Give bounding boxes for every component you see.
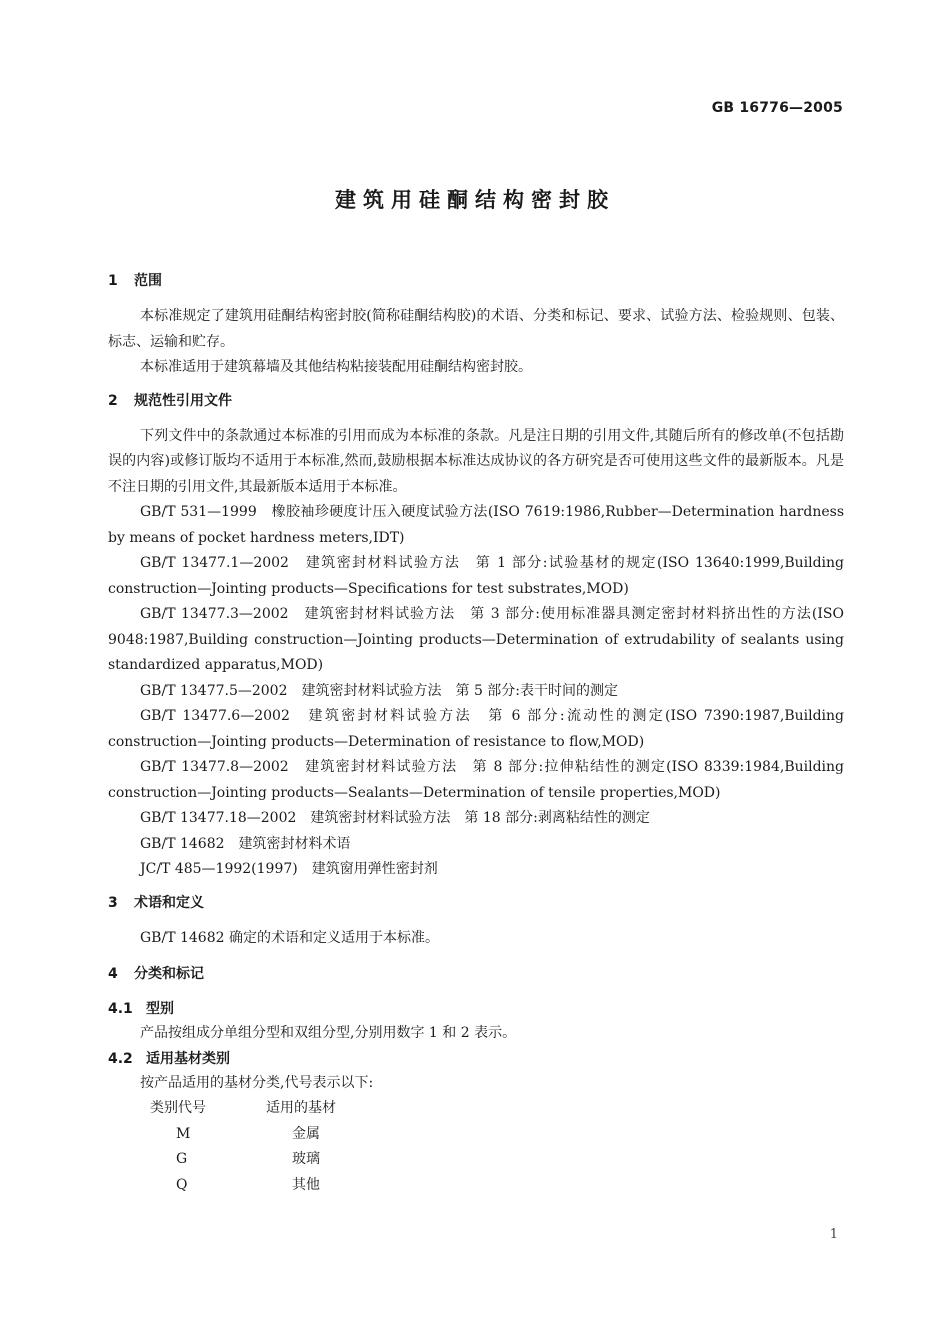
- standard-code: GB 16776—2005: [711, 100, 843, 116]
- reference-item: GB/T 531—1999 橡胶袖珍硬度计压入硬度试验方法(ISO 7619:1986,Rubber—Determination hardness by means of pocket hardness meters,IDT): [108, 504, 844, 546]
- section-2-intro: 下列文件中的条款通过本标准的引用而成为本标准的条款。凡是注日期的引用文件,其随后所有的修改单(不包括勘误的内容)或修订版均不适用于本标准,然而,鼓励根据本标准达成协议的各方研究是否可使用这些文件的最新版本。凡是不注日期的引用文件,其最新版本适用于本标准。: [108, 427, 844, 495]
- subsection-title: 适用基材类别: [146, 1050, 230, 1067]
- table-row: [150, 1147, 844, 1173]
- section-number: 1: [108, 273, 118, 289]
- reference-item: GB/T 13477.6—2002 建筑密封材料试验方法 第 6 部分:流动性的测定(ISO 7390:1987,Building construction—Jointing products—Determination of resistance to flow,MOD): [108, 708, 844, 750]
- table-header-row: [150, 1096, 844, 1122]
- reference-item: GB/T 13477.5—2002 建筑密封材料试验方法 第 5 部分:表干时间的测定: [140, 682, 619, 699]
- table-cell-code: M: [176, 1125, 191, 1142]
- reference-item: GB/T 13477.8—2002 建筑密封材料试验方法 第 8 部分:拉伸粘结性的测定(ISO 8339:1984,Building construction—Jointing products—Sealants—Determination of tensile properties,MOD): [108, 759, 844, 801]
- section-title: 范围: [134, 273, 162, 289]
- section-title: 分类和标记: [134, 966, 204, 982]
- section-number: 4: [108, 966, 118, 982]
- page-number: 1: [829, 1227, 838, 1242]
- section-1-heading: [108, 269, 844, 293]
- subsection-number: 4.2: [108, 1050, 133, 1067]
- reference-item: GB/T 13477.1—2002 建筑密封材料试验方法 第 1 部分:试验基材的规定(ISO 13640:1999,Building construction—Jointing products—Specifications for test substrates,MOD): [108, 555, 844, 597]
- subsection-4-1-heading: [108, 997, 844, 1021]
- subsection-4-2-paragraph: 按产品适用的基材分类,代号表示以下:: [140, 1074, 374, 1091]
- table-row: [150, 1173, 844, 1199]
- subsection-number: 4.1: [108, 1001, 133, 1017]
- table-row: [150, 1122, 844, 1148]
- reference-item: GB/T 14682 建筑密封材料术语: [140, 835, 351, 852]
- reference-item: JC/T 485—1992(1997) 建筑窗用弹性密封剂: [140, 861, 438, 877]
- section-4-heading: [108, 962, 844, 986]
- subsection-4-1-paragraph: 产品按组成分单组分型和双组分型,分别用数字 1 和 2 表示。: [140, 1025, 517, 1041]
- reference-item: GB/T 13477.3—2002 建筑密封材料试验方法 第 3 部分:使用标准器具测定密封材料挤出性的方法(ISO 9048:1987,Building construction—Jointing products—Determination of extrudability of sealants using standardized apparatus,MOD): [108, 606, 844, 673]
- section-number: 2: [108, 392, 118, 409]
- document-body: [108, 269, 844, 1198]
- section-3-heading: [108, 891, 844, 915]
- table-cell-substrate: 玻璃: [292, 1151, 320, 1167]
- table-header-code: 类别代号: [150, 1100, 206, 1116]
- section-3-paragraph-1: GB/T 14682 确定的术语和定义适用于本标准。: [140, 929, 439, 946]
- substrate-code-table: [150, 1096, 844, 1198]
- table-cell-substrate: 其他: [292, 1176, 320, 1193]
- section-title: 规范性引用文件: [134, 392, 232, 409]
- table-cell-substrate: 金属: [292, 1125, 320, 1142]
- reference-item: GB/T 13477.18—2002 建筑密封材料试验方法 第 18 部分:剥离粘结性的测定: [140, 810, 650, 826]
- table-header-substrate: 适用的基材: [266, 1100, 336, 1116]
- section-title: 术语和定义: [134, 894, 204, 911]
- subsection-title: 型别: [146, 1001, 174, 1017]
- table-cell-code: G: [176, 1151, 188, 1167]
- table-cell-code: Q: [176, 1176, 188, 1193]
- section-number: 3: [108, 894, 118, 911]
- section-1-paragraph-1: 本标准规定了建筑用硅酮结构密封胶(简称硅酮结构胶)的术语、分类和标记、要求、试验方法、检验规则、包装、标志、运输和贮存。: [108, 308, 844, 350]
- subsection-4-2-heading: [108, 1047, 844, 1071]
- section-1-paragraph-2: 本标准适用于建筑幕墙及其他结构粘接装配用硅酮结构密封胶。: [140, 359, 532, 375]
- section-2-heading: [108, 389, 844, 413]
- document-title: 建筑用硅酮结构密封胶: [335, 188, 615, 212]
